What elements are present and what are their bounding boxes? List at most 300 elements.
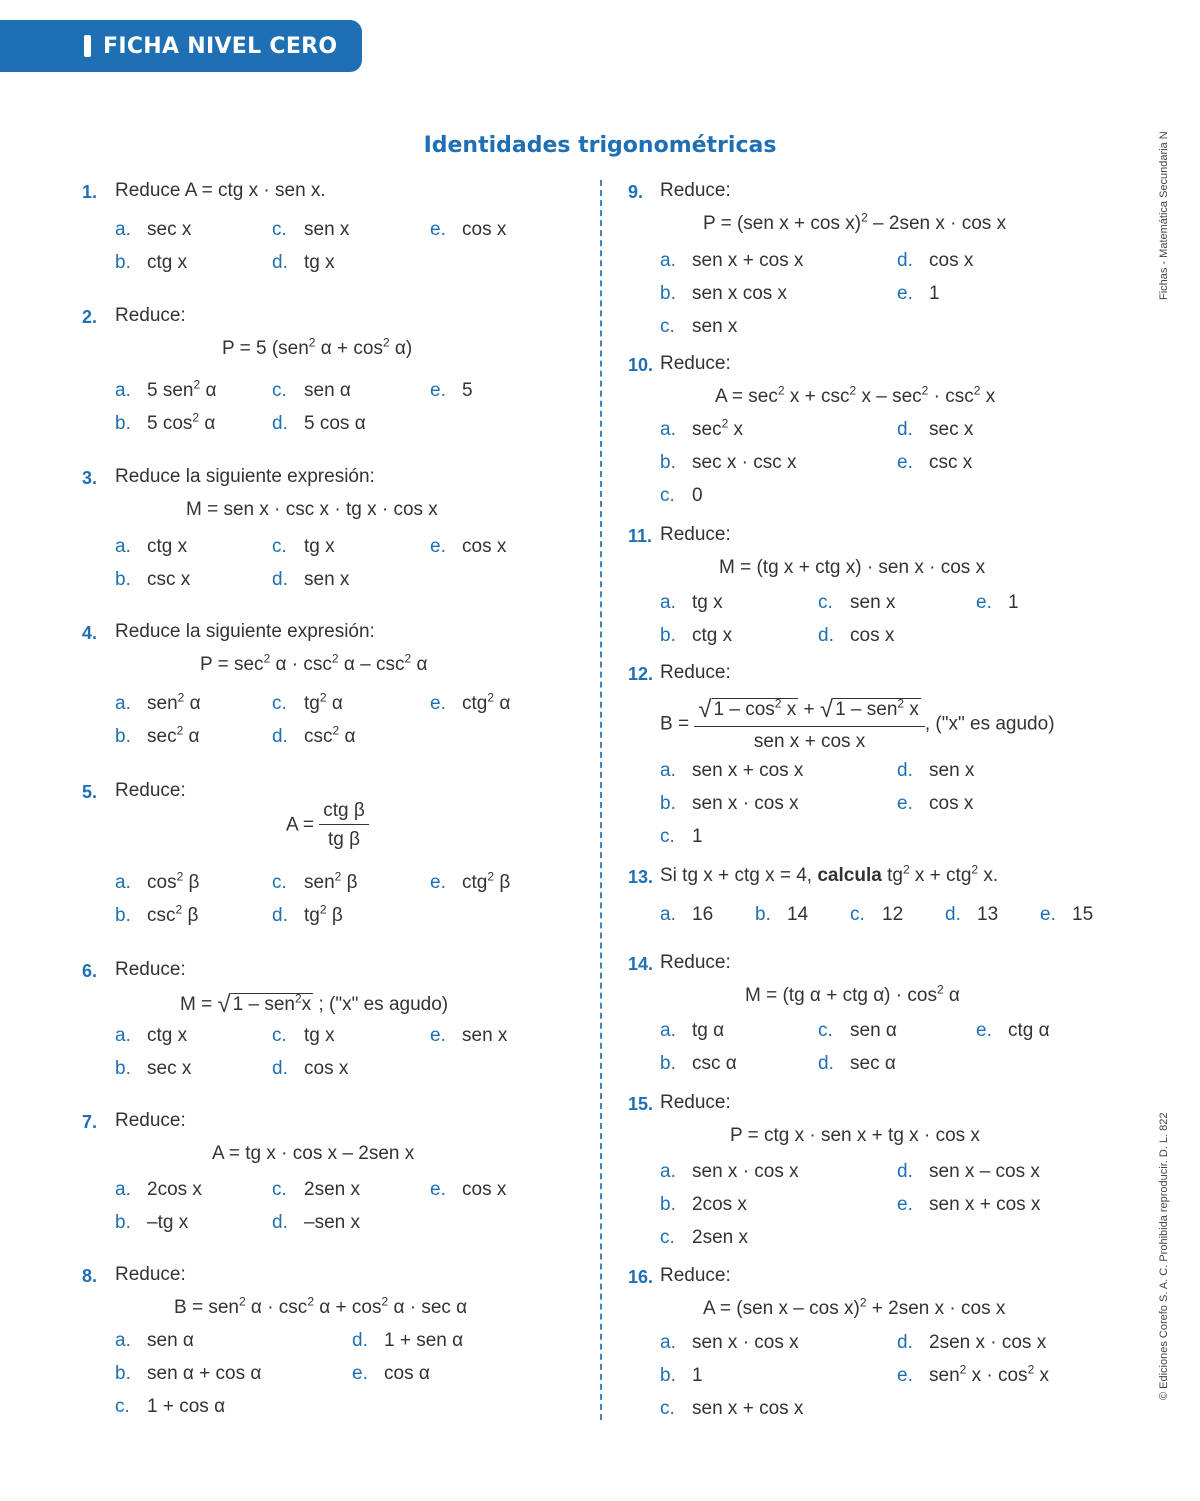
question-text: Reduce: [660, 353, 731, 374]
option-text: sen x cos x [692, 283, 788, 304]
option-letter: c. [850, 904, 865, 925]
option-text: $tg^2$ α [304, 690, 343, 714]
option-letter: e. [897, 793, 913, 814]
question-text: Reduce: [660, 1265, 731, 1286]
question-number: 16. [628, 1267, 654, 1287]
option-letter: d. [818, 625, 834, 646]
answer-option[interactable] [272, 902, 343, 927]
answer-option[interactable] [850, 904, 903, 926]
option-letter: d. [818, 1053, 834, 1074]
option-letter: c. [818, 1020, 833, 1041]
option-text: csc x [929, 452, 973, 473]
option-letter: e. [352, 1363, 368, 1384]
option-text: 2sen x · cos x [929, 1332, 1047, 1353]
answer-option[interactable] [430, 869, 511, 894]
answer-option[interactable] [897, 452, 972, 474]
answer-option[interactable] [115, 377, 217, 402]
answer-option[interactable] [660, 1332, 799, 1354]
question-expression: M = (tg α + ctg $\alpha) \cdot \cos^2 \alpha$ [745, 982, 960, 1006]
answer-option[interactable] [818, 1020, 897, 1042]
answer-option[interactable] [115, 1025, 187, 1047]
question-number: 14. [628, 954, 654, 974]
option-letter: e. [430, 536, 446, 557]
option-text: csc α [692, 1053, 737, 1074]
option-letter: d. [272, 569, 288, 590]
option-letter: c. [272, 1025, 287, 1046]
option-text: sec α [850, 1053, 896, 1074]
option-letter: b. [115, 1212, 131, 1233]
question-expression [180, 991, 448, 1019]
option-text: ctg$^2$ α [462, 690, 511, 714]
option-letter: d. [272, 726, 288, 747]
option-letter: c. [272, 872, 287, 893]
option-letter: e. [430, 872, 446, 893]
option-letter: b. [660, 625, 676, 646]
option-letter: a. [115, 693, 131, 714]
option-text: $tg^2$ β [304, 902, 343, 926]
option-text: ctg x [692, 625, 733, 646]
option-text: cos x [929, 793, 974, 814]
option-text: sen$^2$ α [147, 690, 201, 714]
answer-option[interactable] [430, 380, 473, 402]
option-text: tg x [304, 252, 335, 273]
option-text: tg x [692, 592, 723, 613]
answer-option[interactable] [352, 1330, 463, 1352]
answer-option[interactable] [115, 1058, 191, 1080]
answer-option[interactable] [115, 690, 201, 715]
option-letter: a. [115, 1330, 131, 1351]
option-text: sen α [304, 380, 351, 401]
option-letter: e. [897, 1194, 913, 1215]
answer-option[interactable] [660, 485, 703, 507]
option-letter: d. [272, 905, 288, 926]
option-letter: e. [430, 1179, 446, 1200]
question-number: 15. [628, 1094, 654, 1114]
question-expression [660, 696, 1055, 753]
option-letter: a. [115, 536, 131, 557]
radicand: 1 – sen$^2$ x [835, 696, 919, 720]
answer-option[interactable] [660, 625, 732, 647]
answer-option[interactable] [115, 1212, 188, 1234]
option-text: sen x [304, 569, 350, 590]
question-expression: P = 5 (sen$^2$ $\alpha + \cos^2 \alpha$) [222, 335, 413, 359]
answer-option[interactable] [430, 219, 506, 241]
side-text-bottom: © Ediciones Corefo S. A. C. Prohibida reproducir. D. L. 822 [1158, 1112, 1170, 1400]
option-text: 15 [1072, 904, 1094, 925]
answer-option[interactable] [115, 569, 190, 591]
answer-option[interactable] [897, 1161, 1040, 1183]
option-text: 1 [929, 283, 940, 304]
answer-option[interactable] [272, 413, 366, 435]
option-text: 5 sen$^2$ α [147, 377, 217, 401]
option-letter: e. [430, 219, 446, 240]
option-letter: d. [272, 1058, 288, 1079]
question-text-bold: calcula [817, 865, 882, 886]
fraction-denominator: sen x + cos x [753, 731, 866, 752]
question-number: 13. [628, 867, 654, 887]
answer-option[interactable] [115, 869, 200, 894]
option-text: 5 [462, 380, 473, 401]
option-text: sen$^2$ β [304, 869, 358, 893]
fraction [694, 696, 925, 753]
option-letter: a. [660, 1332, 676, 1353]
question-text: Reduce: [115, 780, 186, 801]
question-text: Reduce: [660, 952, 731, 973]
option-text: sen x · cos x [692, 1161, 799, 1182]
answer-option[interactable] [660, 416, 744, 441]
option-text: cos x [462, 536, 507, 557]
answer-option[interactable] [115, 536, 187, 558]
option-letter: a. [660, 904, 676, 925]
option-letter: b. [115, 252, 131, 273]
question-number: 10. [628, 355, 654, 375]
option-letter: b. [115, 1363, 131, 1384]
answer-option[interactable] [660, 1365, 703, 1387]
option-text: sen x + cos x [692, 760, 804, 781]
answer-option[interactable] [660, 452, 797, 474]
answer-option[interactable] [660, 1227, 748, 1249]
question-number: 2. [82, 307, 98, 327]
option-text: –sen x [304, 1212, 360, 1233]
column-divider [600, 180, 602, 1420]
question-text [660, 862, 999, 887]
option-letter: e. [430, 693, 446, 714]
answer-option[interactable] [660, 904, 713, 926]
answer-option[interactable] [272, 569, 349, 591]
option-letter: d. [945, 904, 961, 925]
option-letter: e. [976, 592, 992, 613]
option-text: 14 [787, 904, 809, 925]
option-letter: c. [272, 380, 287, 401]
answer-option[interactable] [897, 1194, 1040, 1216]
answer-option[interactable] [897, 419, 973, 441]
option-text: cos x [304, 1058, 349, 1079]
expression-lhs: B = [660, 713, 695, 735]
option-letter: c. [660, 485, 675, 506]
question-text: Reduce: [115, 305, 186, 326]
expression-rest: , ("x" es agudo) [924, 713, 1055, 735]
answer-option[interactable] [115, 1179, 202, 1201]
answer-option[interactable] [115, 902, 199, 927]
option-text: tg x [304, 1025, 335, 1046]
question-expression: P = (sen x + cos x)$^2$ – 2sen x · cos x [703, 210, 1007, 234]
option-text: 1 [692, 826, 703, 847]
option-letter: b. [660, 1053, 676, 1074]
option-letter: d. [272, 252, 288, 273]
header-label: FICHA NIVEL CERO [103, 33, 338, 59]
answer-option[interactable] [818, 625, 894, 647]
option-text: $\sec^2 \alpha$ [147, 723, 200, 747]
fraction-numerator [694, 696, 925, 727]
question-number: 5. [82, 782, 98, 802]
option-letter: a. [115, 1179, 131, 1200]
answer-option[interactable] [352, 1363, 430, 1385]
option-text: $\cos^2 \beta$ [147, 869, 200, 893]
option-text: sen x – cos x [929, 1161, 1040, 1182]
option-letter: a. [660, 419, 676, 440]
option-letter: b. [660, 793, 676, 814]
option-text: $\csc^2 \alpha$ [304, 723, 356, 747]
sqrt-icon: √ [698, 696, 712, 723]
answer-option[interactable] [818, 1053, 896, 1075]
question-expression: M = (tg x + ctg x) · sen x · cos x [719, 557, 986, 578]
side-text-top: Fichas - Matemática Secundaria N [1158, 131, 1170, 300]
option-text: cos α [384, 1363, 430, 1384]
option-text: 16 [692, 904, 714, 925]
option-text: 1 + sen α [384, 1330, 464, 1351]
question-text: Reduce la siguiente expresión: [115, 621, 375, 642]
option-letter: b. [115, 726, 131, 747]
question-expression: A = (sen x – cos x)$^2$ + 2sen x · cos x [703, 1295, 1006, 1319]
answer-option[interactable] [660, 1161, 799, 1183]
question-text: Reduce: [660, 524, 731, 545]
option-letter: a. [660, 1020, 676, 1041]
option-text: sen x [929, 760, 975, 781]
option-letter: c. [660, 1227, 675, 1248]
answer-option[interactable] [272, 1058, 348, 1080]
option-text: sen x · cos x [692, 1332, 799, 1353]
question-expression: $A = \sec^2 x + \csc^2 x - \sec^2 \cdot \csc^2 x$ [715, 383, 996, 407]
option-text: 13 [977, 904, 999, 925]
option-text: sen α [850, 1020, 897, 1041]
option-letter: d. [897, 1161, 913, 1182]
answer-option[interactable] [976, 1020, 1050, 1042]
answer-option[interactable] [897, 793, 973, 815]
answer-option[interactable] [660, 760, 803, 782]
answer-option[interactable] [897, 1332, 1046, 1354]
option-text: sen x [692, 316, 738, 337]
option-text: cos x [462, 219, 507, 240]
option-letter: b. [115, 905, 131, 926]
radicand: 1 – sen$^2$x [232, 991, 312, 1015]
answer-option[interactable] [660, 316, 737, 338]
option-text: $\sec^2 x$ [692, 416, 744, 440]
option-text: ctg x [147, 252, 188, 273]
option-text: 1 [1008, 592, 1019, 613]
option-text: 2sen x [692, 1227, 748, 1248]
answer-option[interactable] [660, 250, 803, 272]
answer-option[interactable] [660, 1194, 747, 1216]
option-letter: e. [430, 1025, 446, 1046]
answer-option[interactable] [272, 723, 356, 748]
option-letter: c. [660, 826, 675, 847]
option-letter: b. [660, 283, 676, 304]
answer-option[interactable] [115, 1363, 261, 1385]
answer-option[interactable] [660, 283, 787, 305]
answer-option[interactable] [115, 252, 187, 274]
answer-option[interactable] [660, 826, 703, 848]
question-text: Reduce: [115, 959, 186, 980]
option-letter: d. [897, 760, 913, 781]
option-letter: b. [660, 1365, 676, 1386]
option-text: 5 cos α [304, 413, 366, 434]
option-text: ctg x [147, 1025, 188, 1046]
option-letter: d. [272, 1212, 288, 1233]
answer-option[interactable] [115, 219, 191, 241]
question-expression: B = sen$^2$ $\alpha \cdot \csc^2 \alpha + \cos^2 \alpha \cdot \sec \alpha$ [174, 1294, 468, 1318]
fraction-numerator: ctg β [319, 800, 369, 825]
option-text: ctg$^2$ β [462, 869, 511, 893]
answer-option[interactable] [272, 1212, 360, 1234]
question-expression: A = tg x · cos x – 2sen x [212, 1143, 415, 1164]
option-text: cos x [850, 625, 895, 646]
answer-option[interactable] [272, 1025, 335, 1047]
option-letter: b. [755, 904, 771, 925]
answer-option[interactable] [272, 869, 358, 894]
option-text: $\csc^2 \beta$ [147, 902, 199, 926]
question-expression [286, 800, 369, 851]
answer-option[interactable] [945, 904, 998, 926]
question-text: Reduce: [660, 1092, 731, 1113]
option-text: 1 [692, 1365, 703, 1386]
option-letter: c. [660, 1398, 675, 1419]
option-letter: a. [660, 250, 676, 271]
option-letter: a. [660, 760, 676, 781]
question-text: Reduce: [660, 662, 731, 683]
option-letter: c. [272, 536, 287, 557]
answer-option[interactable] [976, 592, 1019, 614]
option-text: sen x [304, 219, 350, 240]
question-expression: M = sen x · csc x · tg x · cos x [186, 499, 438, 520]
question-number: 1. [82, 182, 98, 202]
question-number: 9. [628, 182, 644, 202]
option-letter: c. [818, 592, 833, 613]
option-letter: b. [115, 413, 131, 434]
question-expression: $P = \sec^2 \alpha \cdot \csc^2 \alpha - \csc^2 \alpha$ [200, 651, 428, 675]
option-letter: e. [897, 283, 913, 304]
option-text: sen x [462, 1025, 508, 1046]
expression-rest: ; ("x" es agudo) [313, 994, 449, 1015]
option-letter: a. [660, 592, 676, 613]
option-text: sen α + cos α [147, 1363, 262, 1384]
answer-option[interactable] [897, 1362, 1050, 1387]
option-text: ctg α [1008, 1020, 1050, 1041]
option-letter: c. [115, 1396, 130, 1417]
option-text: 2cos x [692, 1194, 747, 1215]
option-text: sen x · cos x [692, 793, 799, 814]
answer-option[interactable] [755, 904, 808, 926]
question-number: 6. [82, 961, 98, 981]
question-number: 12. [628, 664, 654, 684]
question-text: Reduce: [115, 1264, 186, 1285]
answer-option[interactable] [818, 592, 895, 614]
option-text: tg α [692, 1020, 725, 1041]
option-text: sec x [147, 1058, 192, 1079]
answer-option[interactable] [897, 760, 974, 782]
answer-option[interactable] [660, 592, 723, 614]
option-letter: e. [897, 1365, 913, 1386]
option-letter: e. [897, 452, 913, 473]
option-text: cos x [929, 250, 974, 271]
option-letter: d. [272, 413, 288, 434]
option-letter: b. [115, 1058, 131, 1079]
option-text: 1 + cos α [147, 1396, 226, 1417]
answer-option[interactable] [430, 690, 511, 715]
answer-option[interactable] [430, 1179, 506, 1201]
answer-option[interactable] [897, 283, 940, 305]
header-bar-icon [84, 35, 91, 57]
option-text: sec x · csc x [692, 452, 797, 473]
option-text: sen x + cos x [692, 250, 804, 271]
option-letter: b. [115, 569, 131, 590]
answer-option[interactable] [1040, 904, 1093, 926]
answer-option[interactable] [272, 252, 335, 274]
option-letter: c. [272, 693, 287, 714]
option-letter: d. [897, 250, 913, 271]
option-text: sen x + cos x [929, 1194, 1041, 1215]
option-text: sec x [147, 219, 192, 240]
option-letter: d. [352, 1330, 368, 1351]
answer-option[interactable] [430, 1025, 507, 1047]
option-text: csc x [147, 569, 191, 590]
question-number: 7. [82, 1112, 98, 1132]
option-text: 2cos x [147, 1179, 202, 1200]
option-text: 0 [692, 485, 703, 506]
answer-option[interactable] [272, 1179, 360, 1201]
option-text: cos x [462, 1179, 507, 1200]
answer-option[interactable] [660, 793, 799, 815]
option-text: sen$^2$ $x \cdot \cos^2 x$ [929, 1362, 1050, 1386]
option-letter: a. [115, 872, 131, 893]
option-letter: b. [660, 1194, 676, 1215]
answer-option[interactable] [115, 723, 200, 748]
option-text: sec x [929, 419, 974, 440]
question-text-post: $tg^2$ x + ctg$^2$ x. [887, 862, 999, 886]
answer-option[interactable] [115, 410, 216, 435]
option-letter: e. [1040, 904, 1056, 925]
expression-lhs: A = [286, 814, 320, 836]
fraction-denominator: tg β [328, 829, 361, 850]
question-text-pre: Si tg x + ctg x = 4, [660, 865, 813, 886]
answer-option[interactable] [272, 536, 335, 558]
option-letter: c. [272, 219, 287, 240]
option-letter: b. [660, 452, 676, 473]
answer-option[interactable] [272, 219, 349, 241]
question-number: 3. [82, 468, 98, 488]
answer-option[interactable] [115, 1330, 194, 1352]
option-letter: d. [897, 419, 913, 440]
question-text: Reduce A = ctg x · sen x. [115, 180, 326, 201]
option-letter: c. [272, 1179, 287, 1200]
fraction [319, 800, 369, 851]
question-number: 11. [628, 526, 653, 546]
answer-option[interactable] [430, 536, 506, 558]
answer-option[interactable] [660, 1020, 724, 1042]
option-letter: a. [115, 380, 131, 401]
question-text: Reduce: [115, 1110, 186, 1131]
answer-option[interactable] [660, 1398, 803, 1420]
question-expression: P = ctg x · sen x + tg x · cos x [730, 1125, 980, 1146]
answer-option[interactable] [115, 1396, 225, 1418]
question-text: Reduce la siguiente expresión: [115, 466, 375, 487]
answer-option[interactable] [272, 690, 343, 715]
question-number: 4. [82, 623, 98, 643]
option-text: tg x [304, 536, 335, 557]
option-letter: e. [976, 1020, 992, 1041]
option-letter: d. [897, 1332, 913, 1353]
plus-sign: + [798, 699, 820, 720]
sqrt-icon: √ [819, 696, 834, 723]
option-text: 5 $\cos^2 \alpha$ [147, 410, 216, 434]
option-text: –tg x [147, 1212, 189, 1233]
answer-option[interactable] [660, 1053, 737, 1075]
radicand: $1 - \cos^2 x$ [713, 696, 797, 720]
page-title: Identidades trigonométricas [423, 133, 777, 158]
option-text: sen α [147, 1330, 194, 1351]
answer-option[interactable] [897, 250, 973, 272]
answer-option[interactable] [272, 380, 351, 402]
option-letter: a. [115, 219, 131, 240]
